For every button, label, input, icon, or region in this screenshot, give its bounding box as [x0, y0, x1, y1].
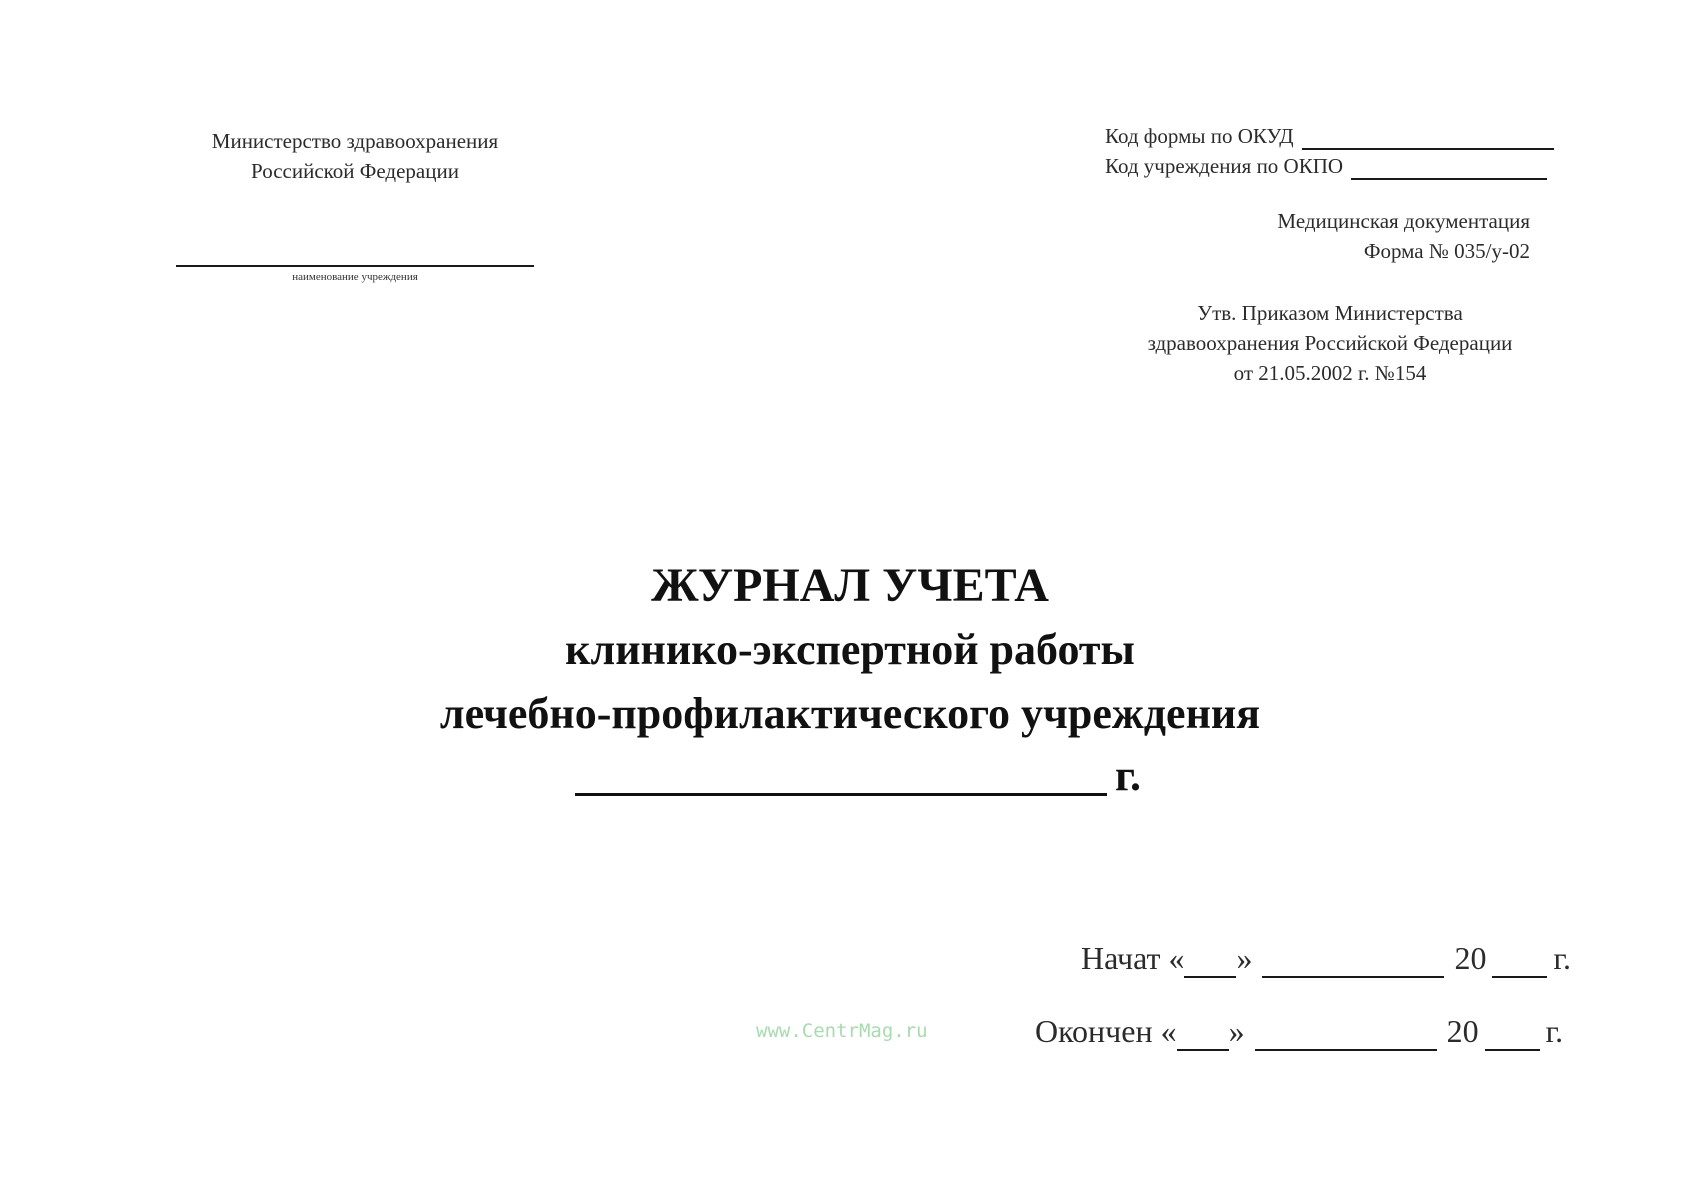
- okud-field-line: [1302, 128, 1554, 150]
- order-line-3: от 21.05.2002 г. №154: [1233, 361, 1427, 385]
- finished-year-suffix: г.: [1545, 1013, 1564, 1049]
- finished-year-blank: [1485, 1021, 1540, 1051]
- ministry-line-1: Министерство здравоохранения: [211, 129, 499, 153]
- started-year-suffix: г.: [1553, 940, 1571, 976]
- document-subtitle-1: клинико-экспертной работы: [565, 625, 1135, 674]
- started-century: 20: [1454, 940, 1487, 976]
- started-label: Начат «: [1081, 940, 1185, 976]
- okud-code-row: [1105, 122, 1554, 150]
- started-month-blank: [1262, 948, 1444, 978]
- ministry-block: [150, 126, 560, 186]
- medical-documentation-block: [1180, 206, 1530, 266]
- finished-month-blank: [1255, 1021, 1437, 1051]
- started-close-quote: »: [1236, 940, 1253, 976]
- finished-century: 20: [1446, 1013, 1479, 1049]
- institution-name-line: [176, 265, 534, 267]
- okpo-code-row: [1105, 152, 1547, 180]
- finished-label: Окончен «: [1035, 1013, 1177, 1049]
- institution-caption: наименование учреждения: [292, 271, 418, 283]
- started-day-blank: [1184, 948, 1236, 978]
- finished-date-row: [1035, 1011, 1563, 1051]
- form-number: Форма № 035/у-02: [1363, 239, 1530, 263]
- document-subtitle-2: лечебно-профилактического учреждения: [439, 689, 1261, 738]
- watermark-text: www.CentrMag.ru: [756, 1020, 928, 1042]
- okpo-field-line: [1351, 158, 1547, 180]
- finished-day-blank: [1177, 1021, 1229, 1051]
- year-field-line: [575, 793, 1107, 796]
- started-date-row: [1081, 938, 1571, 978]
- order-line-2: здравоохранения Российской Федерации: [1147, 331, 1513, 355]
- finished-close-quote: »: [1228, 1013, 1245, 1049]
- approval-order-block: [1100, 298, 1560, 388]
- doc-type: Медицинская документация: [1277, 209, 1530, 233]
- order-line-1: Утв. Приказом Министерства: [1197, 301, 1463, 325]
- started-year-blank: [1492, 948, 1547, 978]
- year-suffix: г.: [1115, 751, 1142, 800]
- ministry-line-2: Российской Федерации: [251, 159, 459, 183]
- document-title: ЖУРНАЛ УЧЕТА: [651, 559, 1049, 612]
- okpo-label: Код учреждения по ОКПО: [1105, 154, 1344, 178]
- okud-label: Код формы по ОКУД: [1105, 124, 1294, 148]
